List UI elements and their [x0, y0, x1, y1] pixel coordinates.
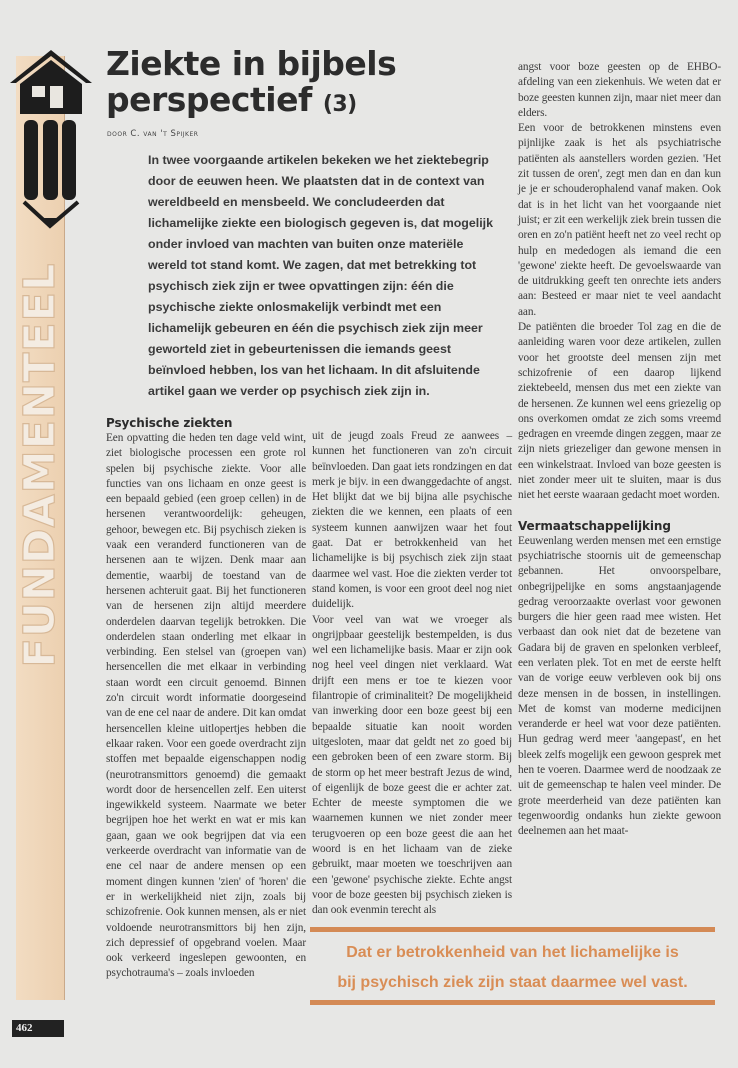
article-intro: In twee voorgaande artikelen bekeken we het ziektebegrip door de eeuwen heen. We plaatsten dat in de context van wereldbeeld en mensbeeld. We concludeerden dat lichamelijke ziekte een biologisch gegeven is, dat mogelijk onder invloed van machten van buiten onze materiële wereld tot stand komt. We zagen, dat met betrekking tot psychisch ziek zijn er twee opvattingen zijn: één die psychische ziekte onlosmakelijk verbindt met een lichamelijk gebeuren en één die psychisch ziek zijn meer geworteld ziet in gebeurtenissen die iemands geest beïnvloed hebben, los van het lichaam. In dit afsluitende artikel gaan we verder op psychisch ziek zijn in.	[148, 153, 493, 398]
paragraph: Een opvatting die heden ten dage veld wint, ziet biologische processen een grote rol spelen bij psychische ziekte. Voor alle functies van ons lichaam en onze geest is een bepaald gebied (een groep cellen) in de hersenen verantwoordelijk: geheugen, gehoor, bewegen etc. Bij psychisch zieken is vaak een veranderd functioneren van de hersenen aan te wijzen. Denk maar aan dementie, waarbij de toestand van de hersenen achteruit gaat. Bij het functioneren van de hersenen zijn altijd meerdere onderdelen daarvan tegelijk betrokken. Die onderdelen staan onderling met elkaar in verbinding. Een stelsel van (groepen van) hersencellen die met elkaar in verbinding staan wordt een circuit genoemd. Binnen zo'n circuit wordt informatie doorgeseind van de ene cel naar de andere. Dit kan omdat hersencellen kleine uitlopertjes hebben die elkaar raken. Voor een goede overdracht zijn stoffen met bepaalde eigenschappen nodig (neurotransmittors genoemd) die gemaakt wordt door de hersencellen zelf. Een uiterst ingewikkeld systeem. Naarmate we beter begrijpen hoe het werkt en wat er mis kan gaan, gaan we ook begrijpen dat via een verkeerde overdracht van informatie van de ene cel naar de andere mensen op een moment dingen kunnen 'zien' of 'horen' die er in werkelijkheid niet zijn, zoals bij schizofrenie. Ook kunnen mensen, als er niet voldoende neurotransmittors bij hen zijn, zich depressief of opgebrand voelen. Maar ook verkeerd ingeslepen gewoonten, en psychotrauma's – zoals invloeden	[106, 432, 306, 980]
column-3	[518, 60, 721, 840]
paragraph: uit de jeugd zoals Freud ze aanwees – kunnen het functioneren van zo'n circuit beïnvloeden. Dan gaat iets rondzingen en dat merk je bijv. in een dwanggedachte of angst. Het blijkt dat we bij bijna alle psychische ziekten die we kennen, een plaats of een systeem kunnen aanwijzen waar het fout gaat. Dat er betrokkenheid van het lichamelijke is bij psychisch ziek zijn staat daarmee wel vast. Hoe die ziekten verder tot stand komen, is voor een groot deel nog niet duidelijk.	[312, 430, 512, 611]
house-pencil-logo-icon	[10, 50, 92, 230]
page-number: 462	[12, 1020, 64, 1037]
title-line-2: perspectief	[106, 80, 312, 119]
column-2	[312, 429, 512, 919]
pull-quote	[310, 938, 715, 998]
paragraph: angst voor boze geesten op de EHBO-afdeling van een ziekenhuis. We weten dat er boze geesten kunnen zijn, maar niet meer dan elders.	[518, 61, 721, 119]
section-heading: Psychische ziekten	[106, 416, 233, 430]
pull-quote-line-1: Dat er betrokkenheid van het lichamelijke is	[346, 944, 679, 961]
article-title	[106, 46, 396, 123]
byline: door C. van 't Spijker	[107, 129, 199, 139]
section-label-text: FUNDAMENTEEL	[15, 262, 65, 668]
column-1	[106, 416, 306, 982]
title-part-number: (3)	[322, 92, 357, 117]
section-label-vertical	[15, 255, 65, 675]
title-line-1: Ziekte in bijbels	[106, 44, 397, 83]
pull-quote-line-2: bij psychisch ziek zijn staat daarmee wel vast.	[337, 974, 688, 991]
paragraph: Een voor de betrokkenen minstens even pijnlijke zaak is het als psychiatrische patiënten als aanstellers worden gezien. 'Het zit tussen de oren', zegt men dan en dan kun je je er schouderophalend vanaf maken. Ook dat is in het licht van het voorgaande niet juist; er zit een werkelijk ziek brein tussen die oren en zo'n patiënt heeft net zo veel recht op hulp en mededogen als iemand die een 'gewone' ziekte heeft. De gevoelswaarde van de uitdrukking geeft ten onrechte iets anders aan: Besteed er maar niet te veel aandacht aan.	[518, 122, 721, 318]
paragraph: Eeuwenlang werden mensen met een ernstige psychiatrische stoornis uit de gemeenschap gebannen. Het onvoorspelbare, onbegrijpelijke en soms angstaanjagende gedrag veroorzaakte overlast voor gewonen burgers die hier geen raad mee wisten. Het verbaast dan ook niet dat de bezetene van Gadara bij de graven en spelonken verbleef, een verlaten plek. Tot en met de eerste helft van de vorige eeuw verbleven ook bij ons deze mensen in de bossen, in instellingen. Met de komst van moderne medicijnen veranderde er heel wat voor deze patiënten. Hun gedrag werd meer 'aangepast', en het bleek zelfs mogelijk een gewoon gesprek met hen te voeren. Daarmee werd de noodzaak ze uit de gemeenschap te halen veel minder. De grote meerderheid van deze patiënten kan tegenwoordig ondanks hun ziekte gewoon deelnemen aan het maat-	[518, 534, 721, 838]
pull-quote-rule-top	[310, 927, 715, 932]
pull-quote-rule-bottom	[310, 1000, 715, 1005]
section-heading: Vermaatschappelijking	[518, 518, 671, 533]
paragraph: De patiënten die broeder Tol zag en die de aanleiding waren voor deze artikelen, zullen voor het grootste deel mensen zijn met schizofrenie of een daarop lijkend ziektebeeld, mensen dus met een ziekte van de hersenen. Ze kunnen wel eens griezelig op ons overkomen omdat ze zich soms vreemd gedragen en vreemde dingen zeggen, maar ze zijn niets griezeliger dan gewone mensen in een winkelstraat. Invloed van boze geesten is niet zonder meer uit te sluiten, maar is dus niet het eerste waaraan gedacht moet worden.	[518, 321, 721, 502]
paragraph: Voor veel van wat we vroeger als ongrijpbaar geestelijk bestempelden, is dus wel een lichamelijke basis. Maar er zijn ook nog heel veel dingen niet verklaard. Wat drijft een mens er toe te kiezen voor filantropie of criminaliteit? De mogelijkheid van inwerking door een boze geest bij een bepaalde situatie kan nooit worden uitgesloten, maar dat geldt net zo goed bij een gebroken been of een zware storm. Bij de storm op het meer bestraft Jezus de wind, of eigenlijk de boze geest die er achter zat. Echter de meeste symptomen die we waarnemen kunnen we niet zonder meer terugvoeren op een boze geest die aan het woord is en het lichaam van de zieke gebruikt, maar moeten we toeschrijven aan een 'gewone' psychische ziekte. Echte angst voor de boze geesten bij psychisch zieken is dan ook evenmin terecht als	[312, 613, 512, 917]
